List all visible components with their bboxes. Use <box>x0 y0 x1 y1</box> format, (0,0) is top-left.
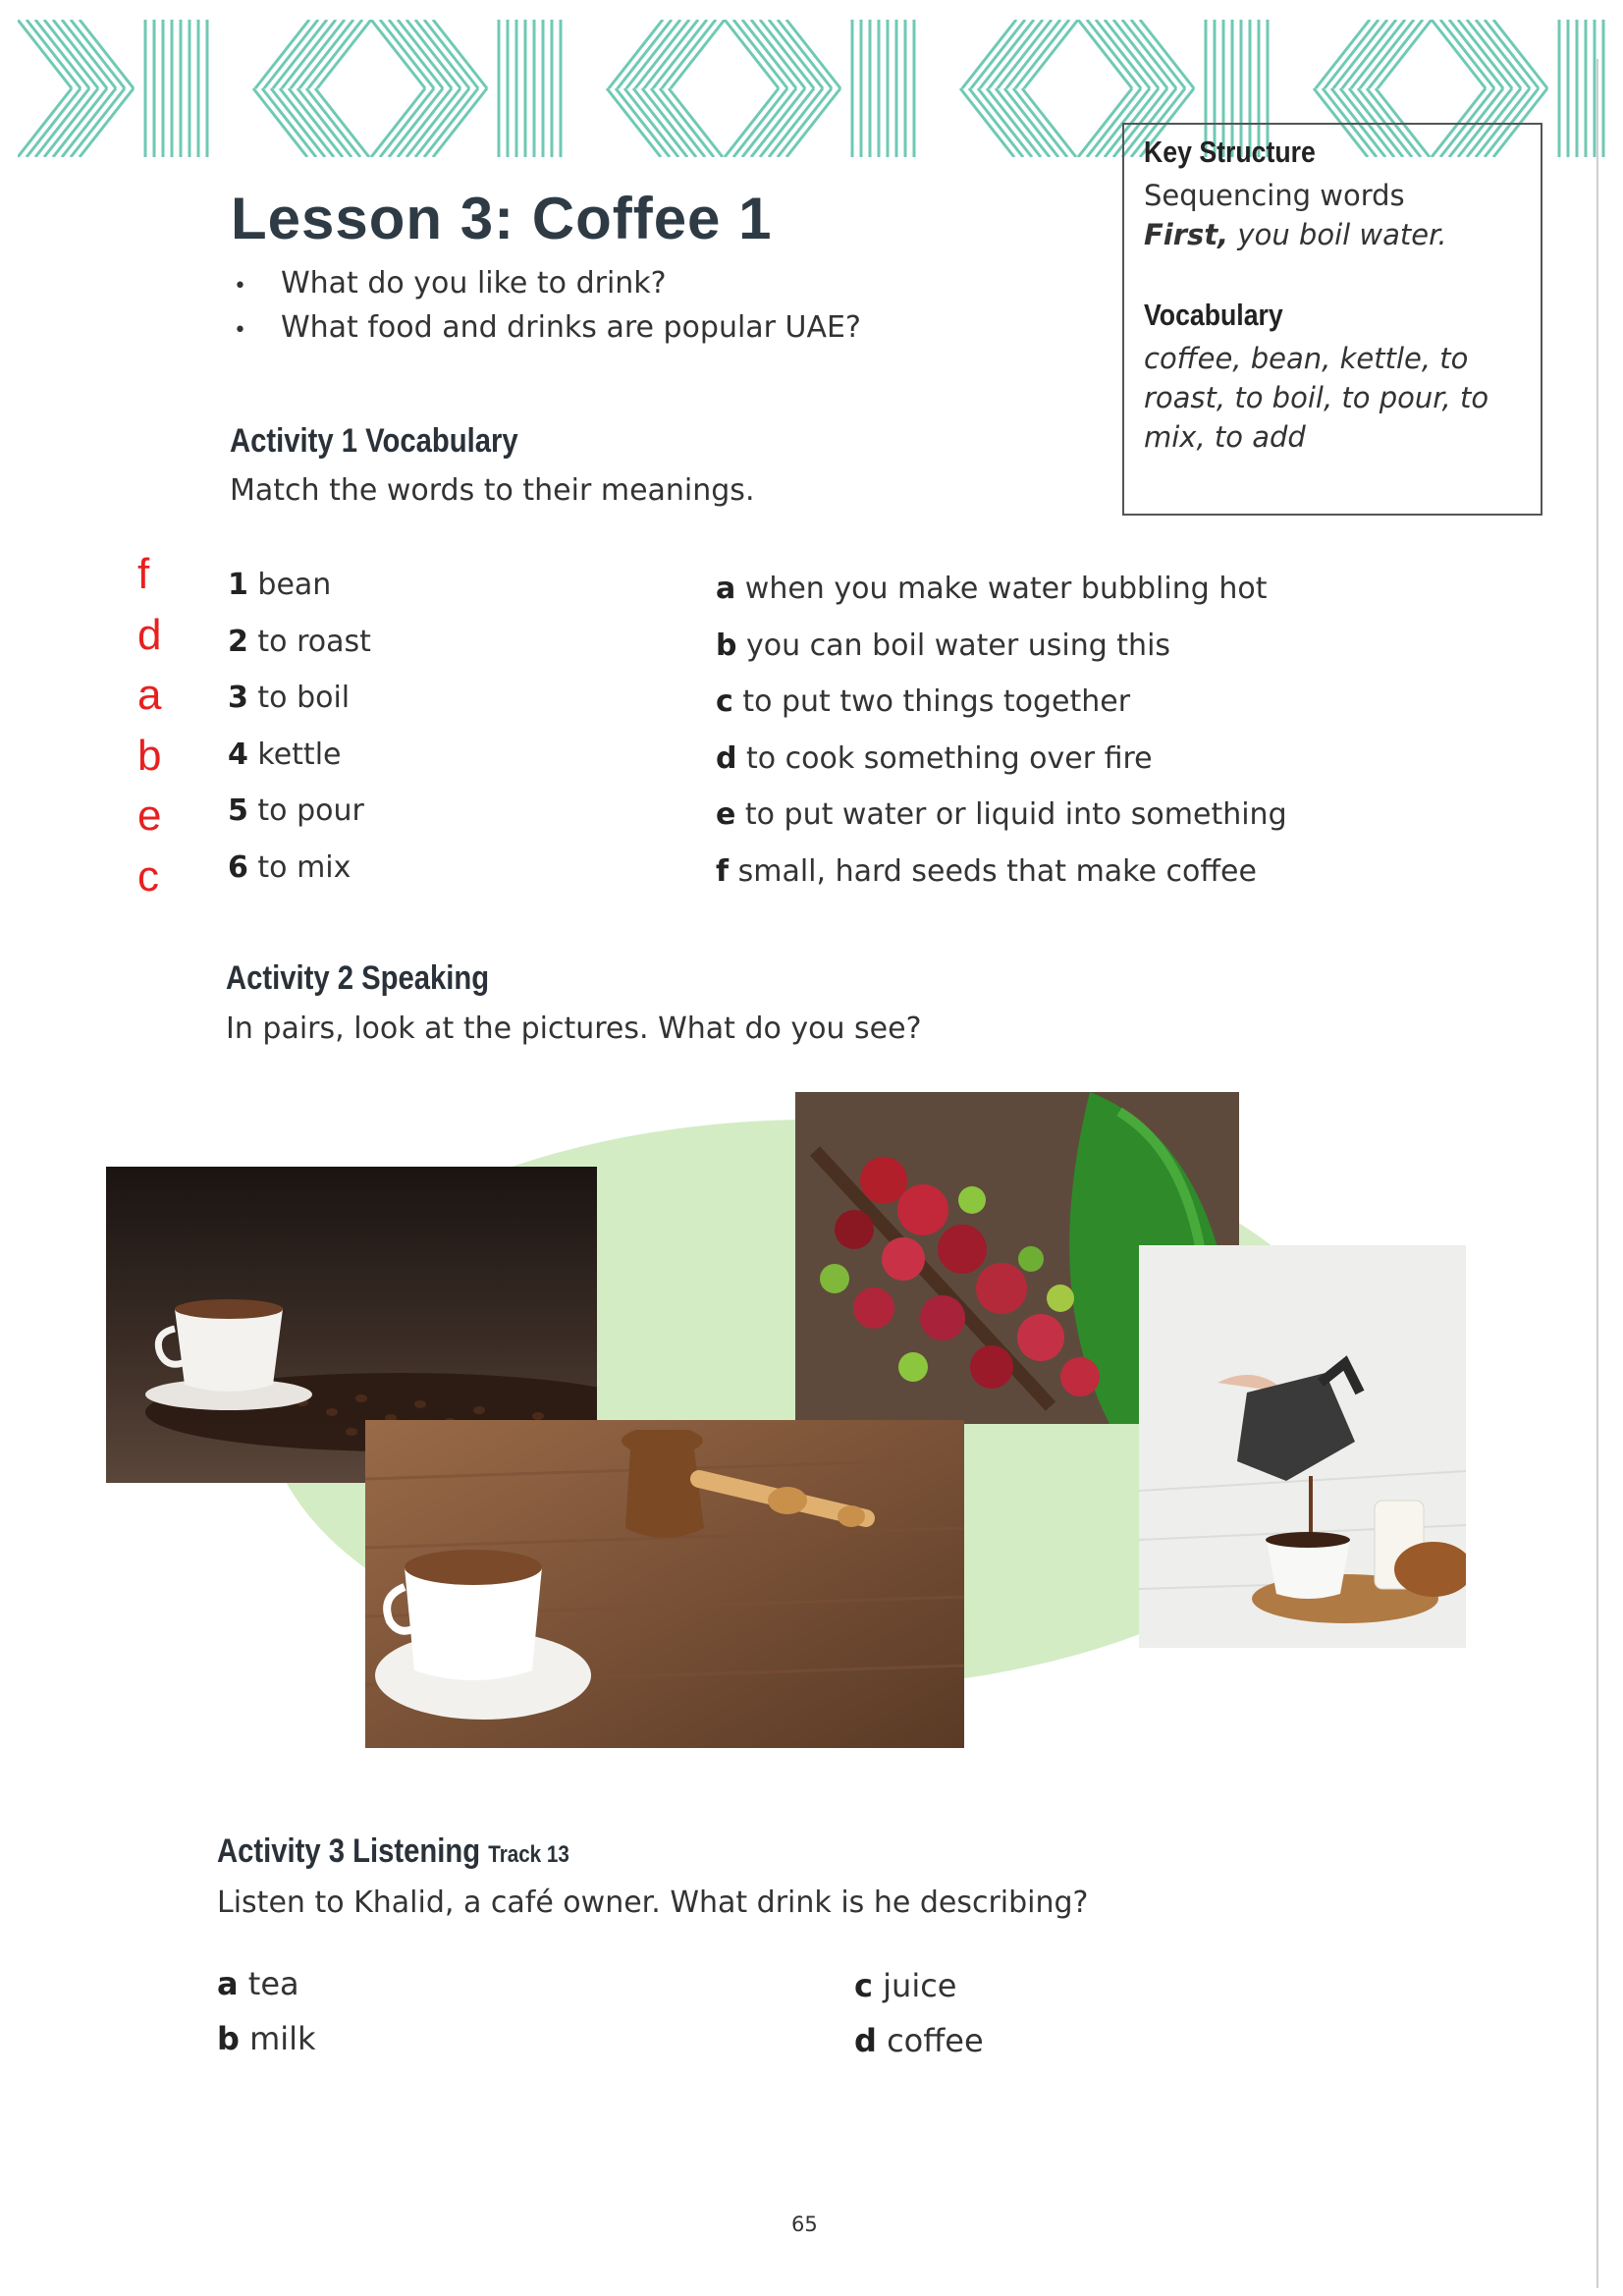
vocabulary-word-list <box>228 558 371 897</box>
list-item <box>234 307 861 352</box>
option-item <box>854 2013 984 2068</box>
vocabulary-line: mix, to add <box>1144 420 1306 454</box>
list-item <box>716 619 1287 676</box>
item-meaning: to put two things together <box>732 684 1131 719</box>
list-item <box>228 615 371 672</box>
item-number: 1 <box>228 568 248 602</box>
item-number: 3 <box>228 681 248 715</box>
track-label: Track 13 <box>488 1841 569 1868</box>
key-structure-line: Sequencing words <box>1144 179 1405 212</box>
item-number: 4 <box>228 737 248 772</box>
list-item <box>716 732 1287 789</box>
item-number: 2 <box>228 624 248 659</box>
vocabulary-heading: Vocabulary <box>1144 298 1283 332</box>
activity1-heading: Activity 1 Vocabulary <box>230 422 518 460</box>
answer-mark: c <box>137 851 159 901</box>
item-word: to boil <box>247 681 351 715</box>
page-number: 65 <box>791 2213 818 2236</box>
item-letter: e <box>716 797 736 832</box>
item-meaning: small, hard seeds that make coffee <box>729 853 1257 889</box>
list-item <box>228 671 371 728</box>
example-emphasis: First, <box>1144 218 1229 251</box>
activity1-instruction: Match the words to their meanings. <box>230 473 755 508</box>
option-letter: c <box>854 1967 873 2004</box>
answer-mark: a <box>137 671 162 719</box>
answer-mark: f <box>137 550 150 598</box>
list-item <box>228 558 371 615</box>
answer-mark: e <box>137 792 162 840</box>
activity3-title: Activity 3 Listening <box>217 1832 481 1870</box>
item-letter: d <box>716 740 737 776</box>
option-text: milk <box>239 2020 316 2057</box>
bullet-icon: • <box>234 274 246 299</box>
option-text: coffee <box>876 2022 984 2059</box>
handwritten-answers <box>137 545 161 907</box>
option-text: tea <box>238 1965 299 2002</box>
item-letter: c <box>716 684 733 719</box>
photo-pouring-coffee <box>1139 1245 1466 1648</box>
list-item <box>716 845 1287 902</box>
options-right <box>854 1958 984 2068</box>
option-letter: b <box>217 2020 240 2057</box>
list-item <box>716 562 1287 619</box>
key-structure-example <box>1144 215 1447 254</box>
item-meaning: to cook something over fire <box>736 740 1153 776</box>
vocabulary-line: roast, to boil, to pour, to <box>1144 381 1489 414</box>
item-number: 5 <box>228 793 248 828</box>
option-text: juice <box>872 1967 957 2004</box>
item-letter: f <box>716 853 730 889</box>
activity2-heading: Activity 2 Speaking <box>226 959 490 997</box>
intro-question: What do you like to drink? <box>281 266 667 301</box>
photo-turkish-coffee <box>365 1420 964 1748</box>
list-item <box>234 263 861 307</box>
item-word: to mix <box>247 849 352 885</box>
option-item <box>854 1958 984 2013</box>
list-item <box>228 784 371 841</box>
option-letter: d <box>854 2022 877 2059</box>
lesson-title: Lesson 3: Coffee 1 <box>231 186 773 251</box>
item-word: kettle <box>247 737 342 772</box>
key-structure-heading: Key Structure <box>1144 135 1316 169</box>
item-meaning: to put water or liquid into something <box>735 797 1287 832</box>
item-word: bean <box>247 568 332 602</box>
photo-collage <box>0 1080 1623 1768</box>
option-item <box>217 2011 316 2066</box>
item-number: 6 <box>228 849 248 885</box>
meaning-list <box>716 562 1287 901</box>
answer-mark: b <box>137 731 162 780</box>
item-letter: a <box>716 572 736 606</box>
bullet-icon: • <box>234 318 246 343</box>
intro-question-list <box>234 263 861 352</box>
intro-question: What food and drinks are popular UAE? <box>281 310 861 345</box>
item-meaning: when you make water bubbling hot <box>735 572 1268 606</box>
option-item <box>217 1956 316 2011</box>
item-word: to pour <box>247 793 364 828</box>
answer-mark: d <box>137 610 162 659</box>
key-structure-box <box>1122 123 1542 516</box>
item-word: to roast <box>247 624 371 659</box>
vocabulary-line: coffee, bean, kettle, to <box>1144 342 1469 375</box>
list-item <box>716 788 1287 845</box>
list-item <box>716 675 1287 732</box>
example-rest: you boil water. <box>1228 218 1447 251</box>
item-letter: b <box>716 628 737 663</box>
option-letter: a <box>217 1965 239 2002</box>
item-meaning: you can boil water using this <box>736 628 1171 663</box>
list-item <box>228 728 371 785</box>
list-item <box>228 841 371 898</box>
options-left <box>217 1956 316 2066</box>
activity3-instruction: Listen to Khalid, a café owner. What drink is he describing? <box>217 1886 1089 1920</box>
activity3-heading <box>217 1832 569 1871</box>
activity2-instruction: In pairs, look at the pictures. What do you see? <box>226 1011 922 1046</box>
